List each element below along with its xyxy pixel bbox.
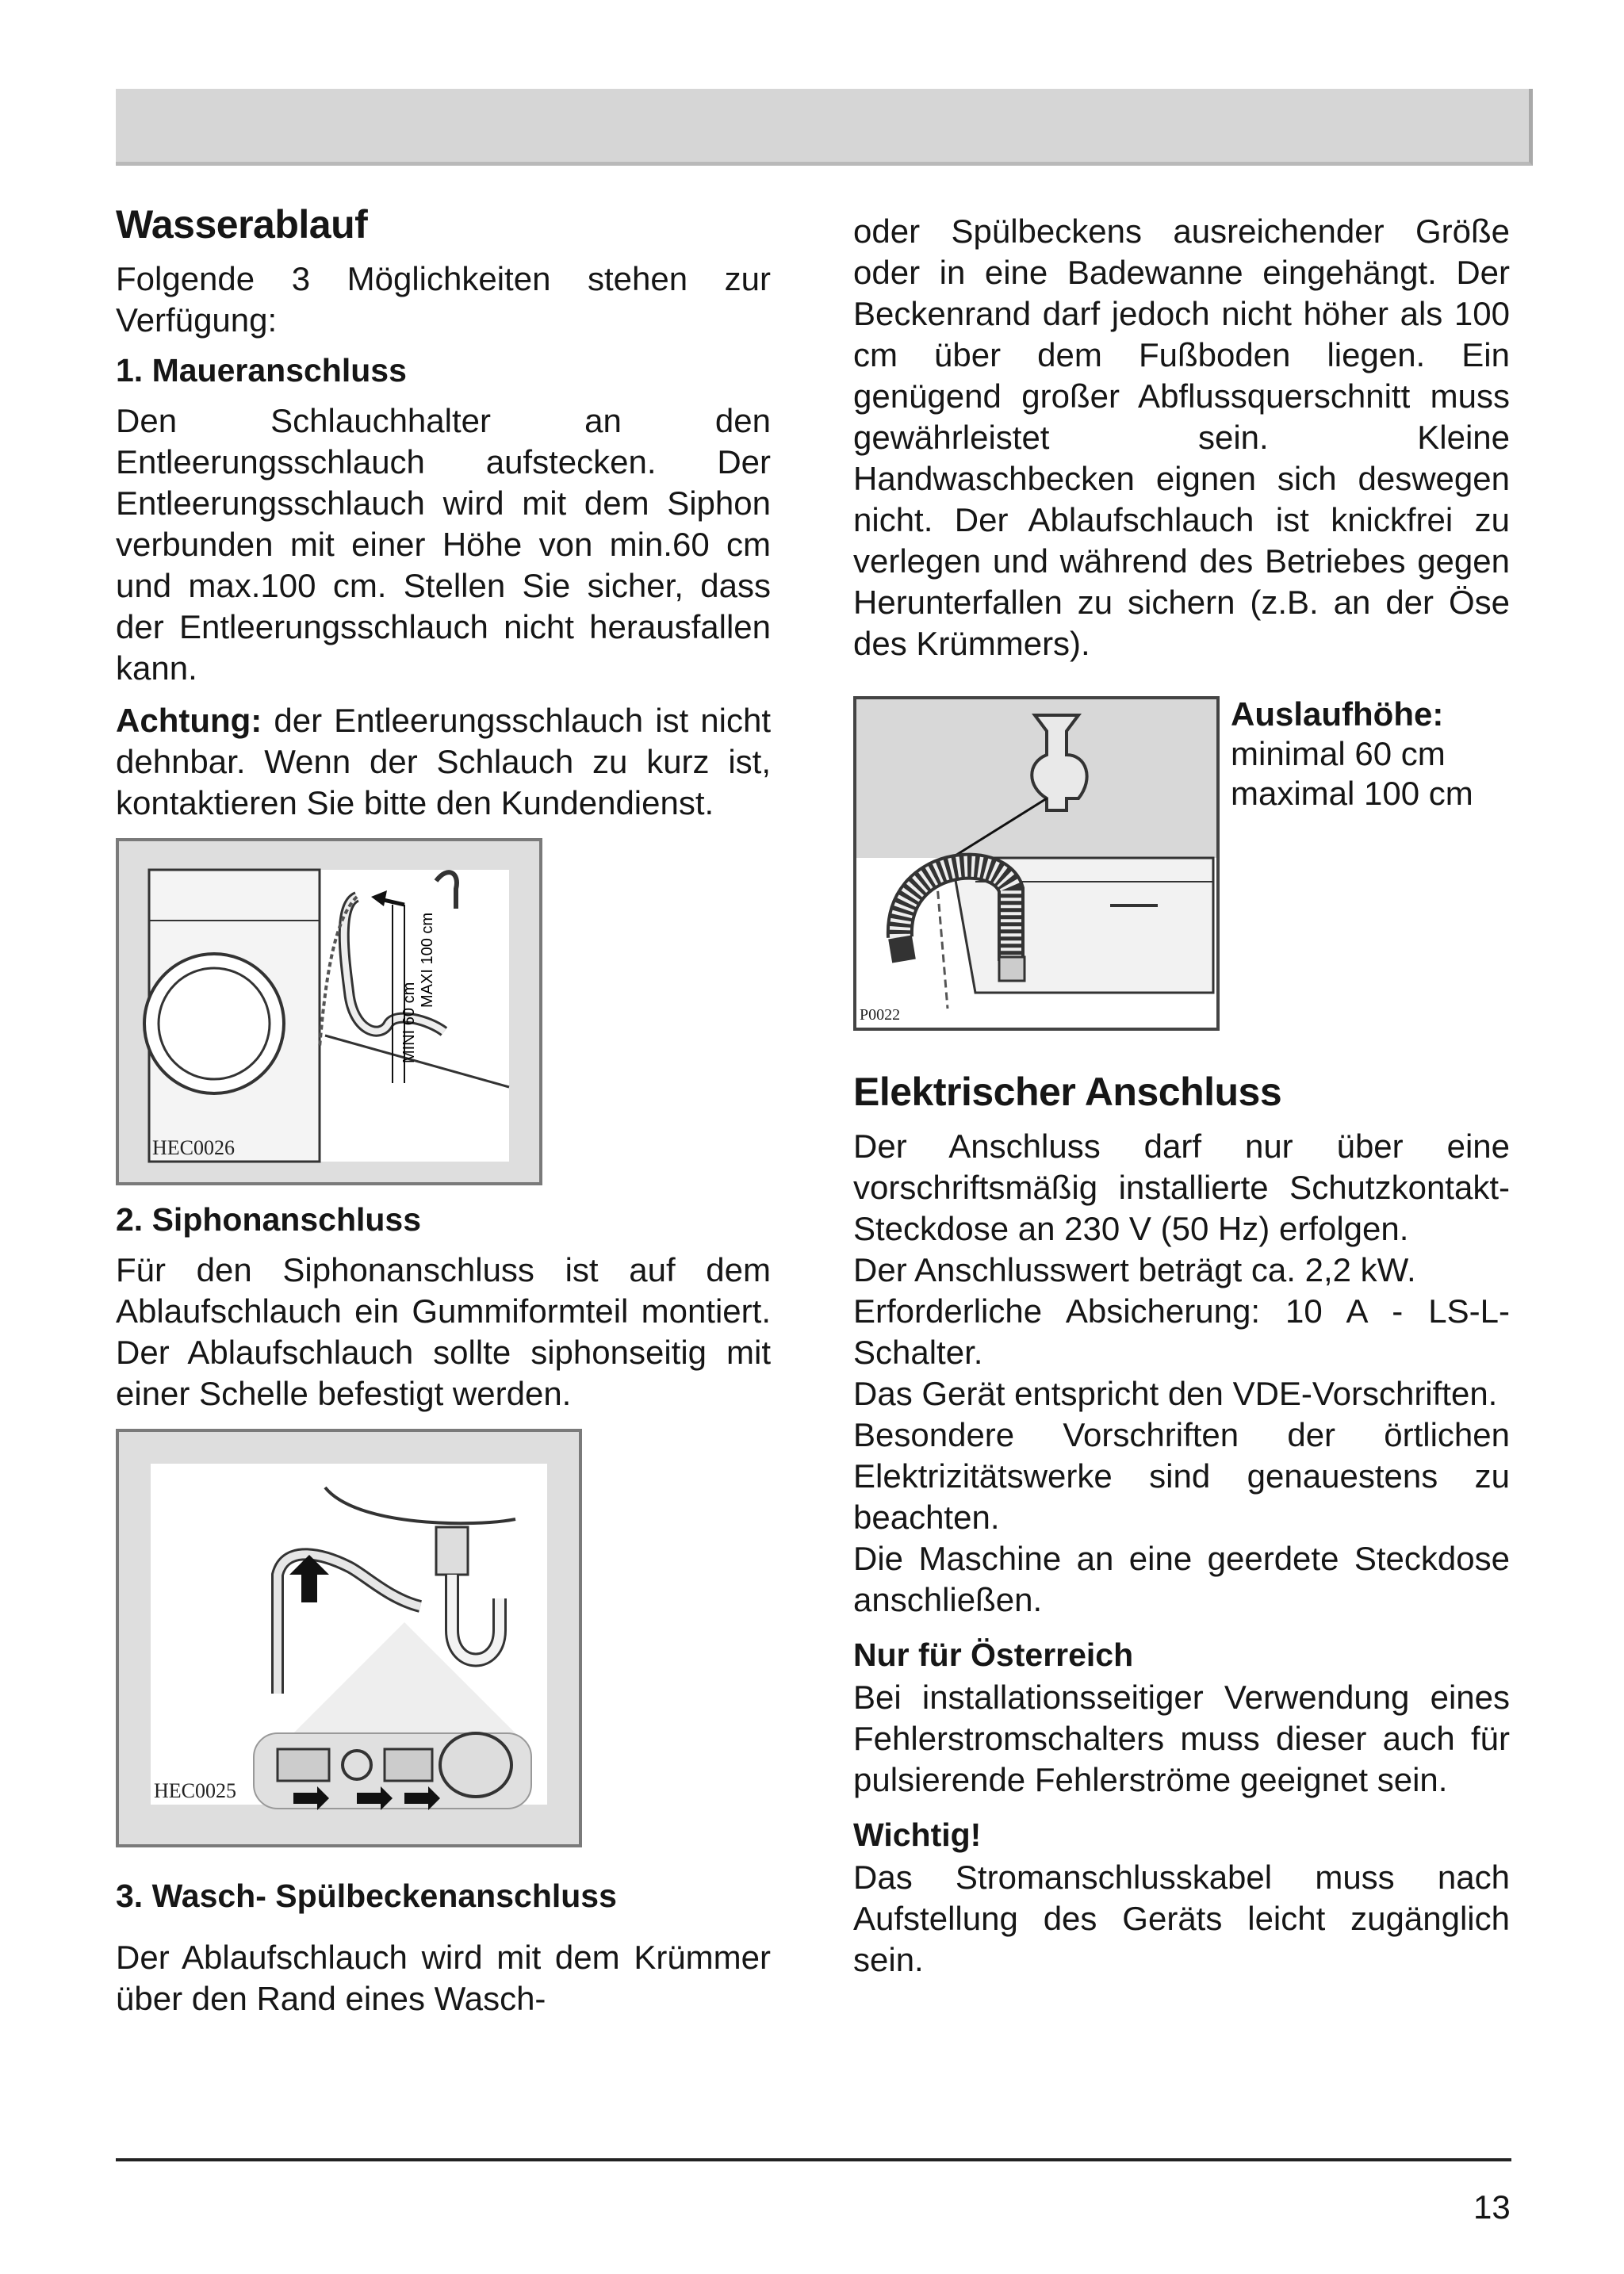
intro-text: Folgende 3 Möglichkeiten stehen zur Verfügung: xyxy=(116,260,771,339)
figure-washbasin xyxy=(853,696,1220,1031)
section-title-wasserablauf: Wasserablauf xyxy=(116,202,368,247)
warning-text: der Entleerungsschlauch ist nicht dehnbar. Wenn der Schlauch zu kurz ist, kontaktieren Sie bitte den Kundendienst. xyxy=(116,702,771,821)
electrical-p4: Das Gerät entspricht den VDE-Vorschriften. xyxy=(853,1375,1498,1412)
right-column xyxy=(853,211,1510,1981)
figure-wall-connection xyxy=(116,838,542,1185)
caption-min: minimal 60 cm xyxy=(1231,735,1446,772)
caption-title: Auslaufhöhe: xyxy=(1231,695,1444,733)
figure-caption xyxy=(1231,695,1473,814)
page-number: 13 xyxy=(1473,2188,1511,2226)
heading-siphonanschluss: 2. Siphonanschluss xyxy=(116,1201,422,1238)
heading-nur-fuer-oesterreich: Nur für Österreich xyxy=(853,1637,1134,1673)
figure-siphon-connection xyxy=(116,1429,582,1847)
wall-connection-illustration xyxy=(119,841,539,1182)
left-column xyxy=(116,201,771,2019)
electrical-p2: Der Anschlusswert beträgt ca. 2,2 kW. xyxy=(853,1251,1416,1288)
mini-label: MINI 60 cm xyxy=(400,982,418,1063)
warning-label: Achtung: xyxy=(116,702,262,739)
austria-text: Bei installationsseitiger Verwendung eines Fehlerstromschalters muss dieser auch für pulsierende Fehlerströme geeignet sein. xyxy=(853,1679,1510,1798)
electrical-p5: Besondere Vorschriften der örtlichen Elektrizitätswerke sind genauestens zu beachten. xyxy=(853,1416,1510,1536)
heading-maueranschluss: 1. Maueranschluss xyxy=(116,352,407,389)
header-bar xyxy=(116,89,1533,166)
heading-wichtig: Wichtig! xyxy=(853,1817,982,1853)
wasch-spuelbecken-text: Der Ablaufschlauch wird mit dem Krümmer über den Rand eines Wasch- xyxy=(116,1939,771,2017)
continuation-text: oder Spülbeckens ausreichender Größe oder in eine Badewanne eingehängt. Der Beckenrand darf jedoch nicht höher als 100 cm über dem Fußboden liegen. Ein genügend großer Abflussquerschnitt muss gewährleistet sein. Kleine Handwaschbecken eignen sich deswegen nicht. Der Ablaufschlauch ist knickfrei zu verlegen und während des Betriebes gegen Herunterfallen zu sichern (z.B. an der Öse des Krümmers). xyxy=(853,212,1510,662)
electrical-p3: Erforderliche Absicherung: 10 A - LS-L-Schalter. xyxy=(853,1292,1510,1371)
electrical-p1: Der Anschluss darf nur über eine vorschriftsmäßig installierte Schutzkontakt-Steckdose an 230 V (50 Hz) erfolgen. xyxy=(853,1127,1510,1247)
figure-code-hec0026: HEC0026 xyxy=(152,1136,235,1159)
electrical-p6: Die Maschine an eine geerdete Steckdose anschließen. xyxy=(853,1540,1510,1618)
maueranschluss-text: Den Schlauchhalter an den Entleerungsschlauch aufstecken. Der Entleerungsschlauch wird mit dem Siphon verbunden mit einer Höhe von min.60 cm und max.100 cm. Stellen Sie sicher, dass der Entleerungsschlauch nicht herausfallen kann. xyxy=(116,402,771,687)
maxi-label: MAXI 100 cm xyxy=(419,912,436,1008)
siphonanschluss-text: Für den Siphonanschluss ist auf dem Ablaufschlauch ein Gummiformteil montiert. Der Ablaufschlauch sollte siphonseitig mit einer Schelle befestigt werden. xyxy=(116,1251,771,1412)
section-title-elektrischer-anschluss: Elektrischer Anschluss xyxy=(853,1070,1282,1114)
washbasin-illustration xyxy=(856,699,1216,1028)
figure-washbasin-area xyxy=(853,696,1510,1034)
figure-code-hec0025: HEC0025 xyxy=(154,1779,236,1802)
caption-max: maximal 100 cm xyxy=(1231,775,1473,812)
important-text: Das Stromanschlusskabel muss nach Aufstellung des Geräts leicht zugänglich sein. xyxy=(853,1859,1510,1978)
figure-code-p0022: P0022 xyxy=(860,1006,901,1024)
warning-paragraph xyxy=(116,700,771,824)
heading-wasch-spuelbecken: 3. Wasch- Spülbeckenanschluss xyxy=(116,1878,617,1914)
footer-rule xyxy=(116,2158,1511,2161)
